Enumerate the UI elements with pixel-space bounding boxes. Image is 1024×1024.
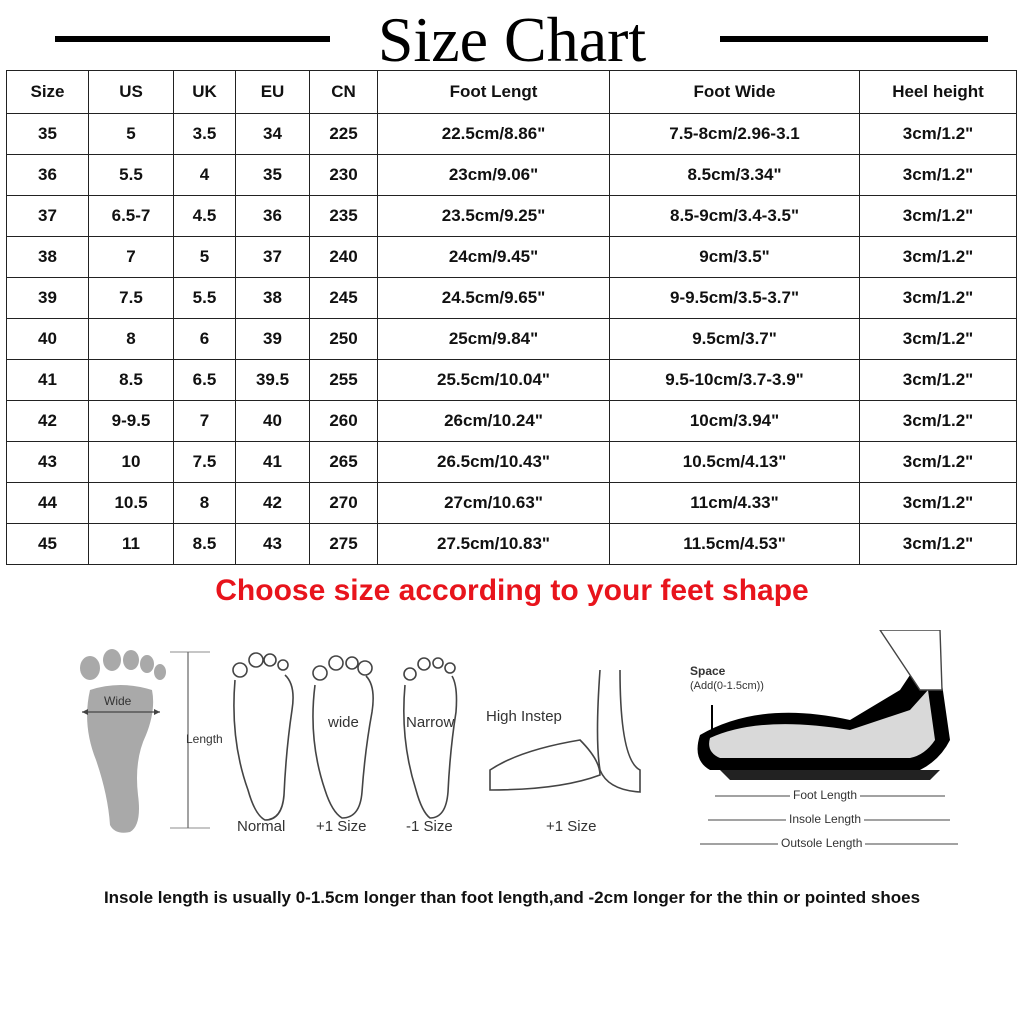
table-cell: 265 [310,442,378,483]
space-add-label: (Add(0-1.5cm)) [690,680,764,692]
table-row [7,442,1017,483]
table-cell: 24cm/9.45" [378,237,610,278]
table-cell: 3cm/1.2" [860,155,1017,196]
table-row [7,401,1017,442]
column-header: Foot Wide [610,71,860,114]
table-cell: 8 [89,319,174,360]
table-cell: 42 [236,483,310,524]
table-cell: 6.5 [174,360,236,401]
table-cell: 7 [89,237,174,278]
insole-length-label: Insole Length [786,812,864,826]
table-cell: 8.5-9cm/3.4-3.5" [610,196,860,237]
table-cell: 8.5 [174,524,236,565]
table-cell: 4 [174,155,236,196]
table-cell: 3cm/1.2" [860,196,1017,237]
table-row [7,114,1017,155]
table-cell: 39 [7,278,89,319]
table-cell: 3cm/1.2" [860,319,1017,360]
table-cell: 43 [236,524,310,565]
foot-outlines [233,653,640,820]
table-cell: 22.5cm/8.86" [378,114,610,155]
table-cell: 9.5-10cm/3.7-3.9" [610,360,860,401]
normal-label: Normal [237,818,286,835]
table-cell: 45 [7,524,89,565]
table-cell: 4.5 [174,196,236,237]
table-body [7,114,1017,565]
high-instep-label: High Instep [486,708,562,725]
table-cell: 245 [310,278,378,319]
table-cell: 7.5 [89,278,174,319]
table-cell: 7.5-8cm/2.96-3.1 [610,114,860,155]
table-row [7,319,1017,360]
table-cell: 10.5cm/4.13" [610,442,860,483]
table-cell: 39 [236,319,310,360]
column-header: UK [174,71,236,114]
table-cell: 27cm/10.63" [378,483,610,524]
table-cell: 40 [7,319,89,360]
table-cell: 240 [310,237,378,278]
table-cell: 275 [310,524,378,565]
table-cell: 250 [310,319,378,360]
table-cell: 38 [236,278,310,319]
table-row [7,360,1017,401]
table-cell: 3cm/1.2" [860,360,1017,401]
table-cell: 5 [89,114,174,155]
narrow-foot-label: Narrow [406,714,455,731]
table-cell: 7 [174,401,236,442]
column-header: Foot Lengt [378,71,610,114]
table-cell: 40 [236,401,310,442]
table-cell: 36 [236,196,310,237]
table-cell: 41 [7,360,89,401]
wide-foot-label: wide [328,714,359,731]
table-cell: 10 [89,442,174,483]
table-cell: 5.5 [89,155,174,196]
title-rule-right [720,36,988,42]
table-cell: 37 [7,196,89,237]
table-cell: 26cm/10.24" [378,401,610,442]
foot-illustrations [60,630,980,870]
foot-diagram-svg [60,630,980,870]
table-cell: 3.5 [174,114,236,155]
table-cell: 7.5 [174,442,236,483]
space-label: Space [690,664,726,678]
plus-one-size-label: +1 Size [316,818,367,835]
table-cell: 9-9.5cm/3.5-3.7" [610,278,860,319]
table-cell: 6.5-7 [89,196,174,237]
table-cell: 3cm/1.2" [860,483,1017,524]
table-cell: 25.5cm/10.04" [378,360,610,401]
column-header: US [89,71,174,114]
table-cell: 8 [174,483,236,524]
table-cell: 8.5cm/3.34" [610,155,860,196]
minus-one-size-label: -1 Size [406,818,453,835]
title-row [0,0,1024,80]
insole-note: Insole length is usually 0-1.5cm longer than foot length,and -2cm longer for the thin or pointed shoes [103,888,921,907]
table-cell: 27.5cm/10.83" [378,524,610,565]
table-cell: 225 [310,114,378,155]
table-cell: 260 [310,401,378,442]
table-cell: 8.5 [89,360,174,401]
size-table [6,70,1017,565]
table-cell: 270 [310,483,378,524]
table-cell: 35 [236,155,310,196]
table-cell: 10.5 [89,483,174,524]
table-row [7,483,1017,524]
outsole-length-label: Outsole Length [778,836,865,850]
foot-length-label: Foot Length [790,788,860,802]
table-cell: 11.5cm/4.53" [610,524,860,565]
table-cell: 11cm/4.33" [610,483,860,524]
table-cell: 9.5cm/3.7" [610,319,860,360]
table-cell: 3cm/1.2" [860,524,1017,565]
column-header: Size [7,71,89,114]
table-cell: 255 [310,360,378,401]
table-cell: 39.5 [236,360,310,401]
table-row [7,278,1017,319]
length-label: Length [186,732,223,746]
table-cell: 24.5cm/9.65" [378,278,610,319]
column-header: EU [236,71,310,114]
table-row [7,524,1017,565]
table-cell: 5.5 [174,278,236,319]
table-cell: 43 [7,442,89,483]
table-cell: 9-9.5 [89,401,174,442]
table-cell: 26.5cm/10.43" [378,442,610,483]
table-cell: 11 [89,524,174,565]
table-cell: 37 [236,237,310,278]
table-cell: 36 [7,155,89,196]
choose-size-heading: Choose size according to your feet shape [215,574,809,607]
table-cell: 42 [7,401,89,442]
table-cell: 230 [310,155,378,196]
table-cell: 25cm/9.84" [378,319,610,360]
shoe-cross-section-icon [698,630,950,780]
table-cell: 44 [7,483,89,524]
table-cell: 235 [310,196,378,237]
table-cell: 5 [174,237,236,278]
table-cell: 34 [236,114,310,155]
table-row [7,155,1017,196]
table-cell: 10cm/3.94" [610,401,860,442]
table-cell: 6 [174,319,236,360]
table-header-row [7,71,1017,114]
table-row [7,237,1017,278]
table-cell: 3cm/1.2" [860,278,1017,319]
column-header: CN [310,71,378,114]
page-title: Size Chart [377,4,647,75]
footprint-icon [80,649,166,833]
table-cell: 3cm/1.2" [860,114,1017,155]
table-cell: 38 [7,237,89,278]
table-cell: 41 [236,442,310,483]
instep-plus-one-label: +1 Size [546,818,597,835]
wide-label: Wide [104,694,132,708]
column-header: Heel height [860,71,1017,114]
table-cell: 23cm/9.06" [378,155,610,196]
table-cell: 3cm/1.2" [860,237,1017,278]
table-row [7,196,1017,237]
table-cell: 23.5cm/9.25" [378,196,610,237]
table-cell: 9cm/3.5" [610,237,860,278]
table-cell: 3cm/1.2" [860,442,1017,483]
table-cell: 3cm/1.2" [860,401,1017,442]
table-cell: 35 [7,114,89,155]
